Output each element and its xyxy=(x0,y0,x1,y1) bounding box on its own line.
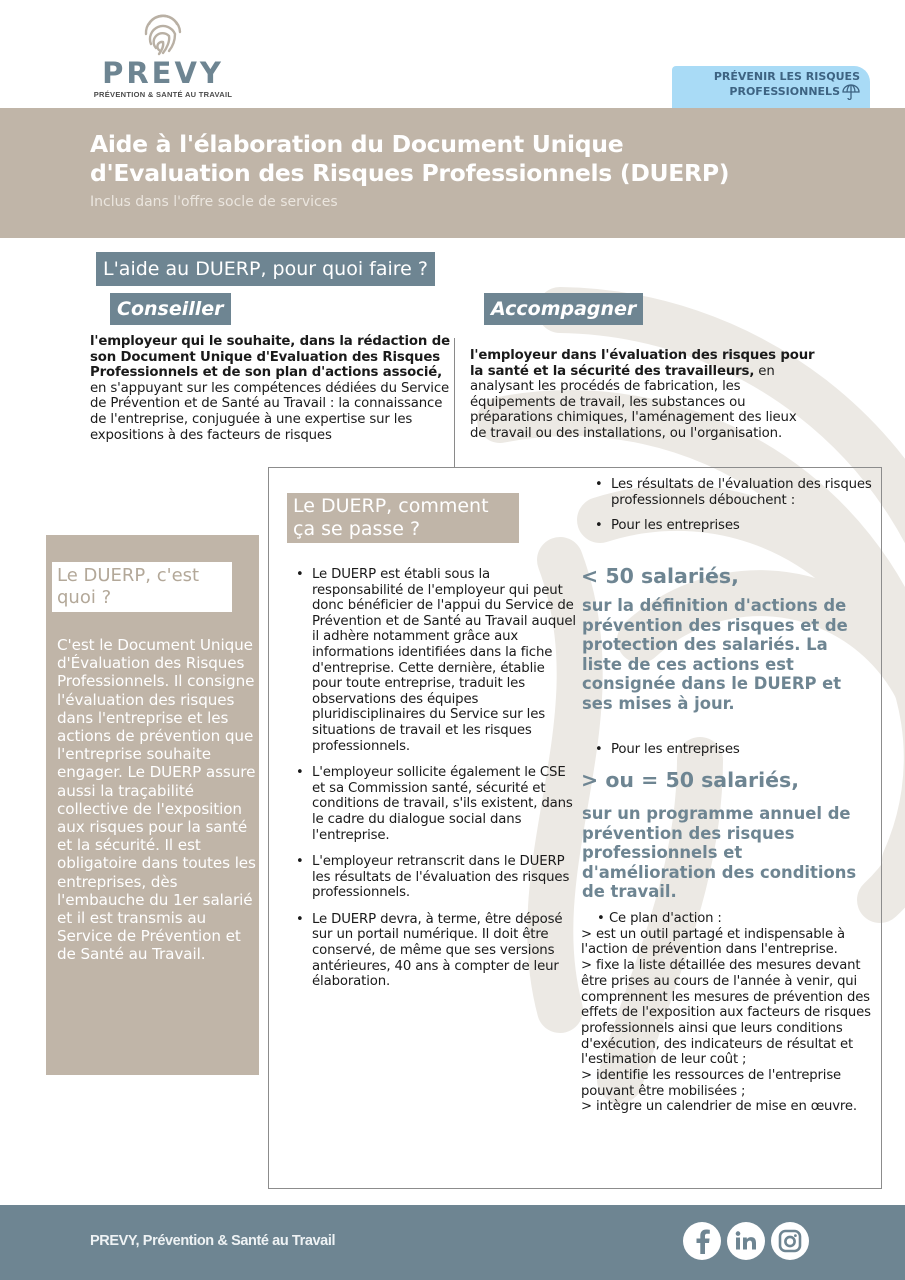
facebook-link[interactable] xyxy=(683,1222,721,1260)
section-heading-what: Le DUERP, c'est quoi ? xyxy=(52,562,232,612)
lt50-label: < 50 salariés, xyxy=(581,564,739,588)
action-plan-line: > intègre un calendrier de mise en œuvre. xyxy=(581,1099,857,1115)
action-plan-line: > fixe la liste détaillée des mesures devant être prises au cours de l'année à venir, qui comprennent les mesures de prévention des effets de l'exposition aux facteurs de risques professionnels ainsi que leurs conditions d'exécution, des indicateurs de résultat et l'estimation de leur coût ; xyxy=(581,958,871,1068)
lt50-description: sur la définition d'actions de prévention des risques et de protection des salariés. La liste de ces actions est consignée dans le DUERP et ses mises à jour. xyxy=(582,596,848,713)
page-subtitle: Inclus dans l'offre socle de services xyxy=(90,194,338,210)
accompagner-text xyxy=(470,348,815,442)
topic-badge xyxy=(672,66,870,108)
facebook-icon xyxy=(691,1228,713,1254)
page-title-line-2: d'Evaluation des Risques Professionnels (DUERP) xyxy=(90,159,730,187)
umbrella-icon xyxy=(842,84,860,100)
linkedin-link[interactable] xyxy=(727,1222,765,1260)
section-heading-why: L'aide au DUERP, pour quoi faire ? xyxy=(96,252,435,286)
page-title-line-1: Aide à l'élaboration du Document Unique xyxy=(90,130,624,158)
linkedin-icon xyxy=(735,1231,757,1251)
what-body: C'est le Document Unique d'Évaluation des Risques Professionnels. Il consigne l'évaluation des risques dans l'entreprise et les actions de prévention que l'entreprise souhaite engager. Le DUERP assure aussi la traçabilité collective de l'exposition aux risques pour la santé et la sécurité. Il est obligatoire dans toutes les entreprises, dès l'embauche du 1er salarié et il est transmis au Service de Prévention et de Santé au Travail. xyxy=(57,636,256,964)
section-heading-how: Le DUERP, comment ça se passe ? xyxy=(287,493,519,543)
conseiller-text xyxy=(90,334,450,443)
action-plan xyxy=(581,911,877,1115)
social-links xyxy=(683,1222,809,1260)
how-list xyxy=(291,567,578,1001)
column-divider xyxy=(454,338,455,468)
accompagner-rest: en analysant les procédés de fabrication, les équipements de travail, les substances ou préparations chimiques, l'aménagement des lieux de travail ou des installations, ou l'organisation. xyxy=(470,363,797,441)
accompagner-bold: l'employeur dans l'évaluation des risques pour la santé et la sécurité des travailleurs, xyxy=(470,348,815,379)
action-plan-line: > est un outil partagé et indispensable à l'action de prévention dans l'entreprise. xyxy=(581,926,845,958)
conseiller-bold: l'employeur qui le souhaite, dans la rédaction de son Document Unique d'Evaluation des Risques Professionnels et de son plan d'actions associé, xyxy=(90,334,450,381)
logo-tagline: PRÉVENTION & SANTÉ AU TRAVAIL xyxy=(93,90,233,99)
list-item: • L'employeur retranscrit dans le DUERP les résultats de l'évaluation des risques professionnels. xyxy=(291,854,578,901)
header-band xyxy=(0,108,905,238)
list-item: • Pour les entreprises xyxy=(590,518,875,534)
badge-line-2: PROFESSIONNELS xyxy=(729,85,840,98)
instagram-icon xyxy=(778,1229,802,1253)
heading-conseiller: Conseiller xyxy=(110,293,231,325)
instagram-link[interactable] xyxy=(771,1222,809,1260)
footer xyxy=(0,1205,905,1280)
results-intro-list xyxy=(590,477,875,544)
list-item: • L'employeur sollicite également le CSE et sa Commission santé, sécurité et conditions de travail, s'ils existent, dans le cadre du dialogue social dans l'entreprise. xyxy=(291,765,578,843)
heading-accompagner: Accompagner xyxy=(484,293,643,325)
action-plan-line: > identifie les ressources de l'entreprise pouvant être mobilisées ; xyxy=(581,1068,841,1099)
list-item: • Le DUERP est établi sous la responsabilité de l'employeur qui peut donc bénéficier de l'appui du Service de Prévention et de Santé au Travail auquel il adhère notamment grâce aux informations identifiées dans la fiche d'entreprise. Cette dernière, établie pour toute entreprise, traduit les observations des équipes pluridisciplinaires du Service sur les situations de travail et les risques professionnels. xyxy=(291,567,578,754)
fingerprint-icon xyxy=(141,10,185,56)
footer-text: PREVY, Prévention & Santé au Travail xyxy=(90,1233,336,1249)
action-plan-head xyxy=(581,911,877,927)
action-plan-head-label: Ce plan d'action : xyxy=(609,911,722,926)
conseiller-rest: en s'appuyant sur les compétences dédiées du Service de Prévention et de Santé au Travail : la connaissance de l'entreprise, conjuguée à une expertise sur les expositions à des facteurs de risques xyxy=(90,380,450,443)
list-item: • Pour les entreprises xyxy=(590,742,870,758)
logo xyxy=(88,10,238,99)
logo-wordmark: PREVY xyxy=(102,56,224,90)
results-second-list xyxy=(590,742,870,758)
ge50-description: sur un programme annuel de prévention des risques professionnels et d'amélioration des conditions de travail. xyxy=(582,804,857,902)
list-item: • Le DUERP devra, à terme, être déposé sur un portail numérique. Il doit être conservé, de même que ses versions antérieures, 40 ans à compter de leur élaboration. xyxy=(291,912,578,990)
ge50-label: > ou = 50 salariés, xyxy=(581,768,800,792)
list-item: • Les résultats de l'évaluation des risques professionnels débouchent : xyxy=(590,477,875,508)
badge-line-1: PRÉVENIR LES RISQUES xyxy=(713,70,860,83)
